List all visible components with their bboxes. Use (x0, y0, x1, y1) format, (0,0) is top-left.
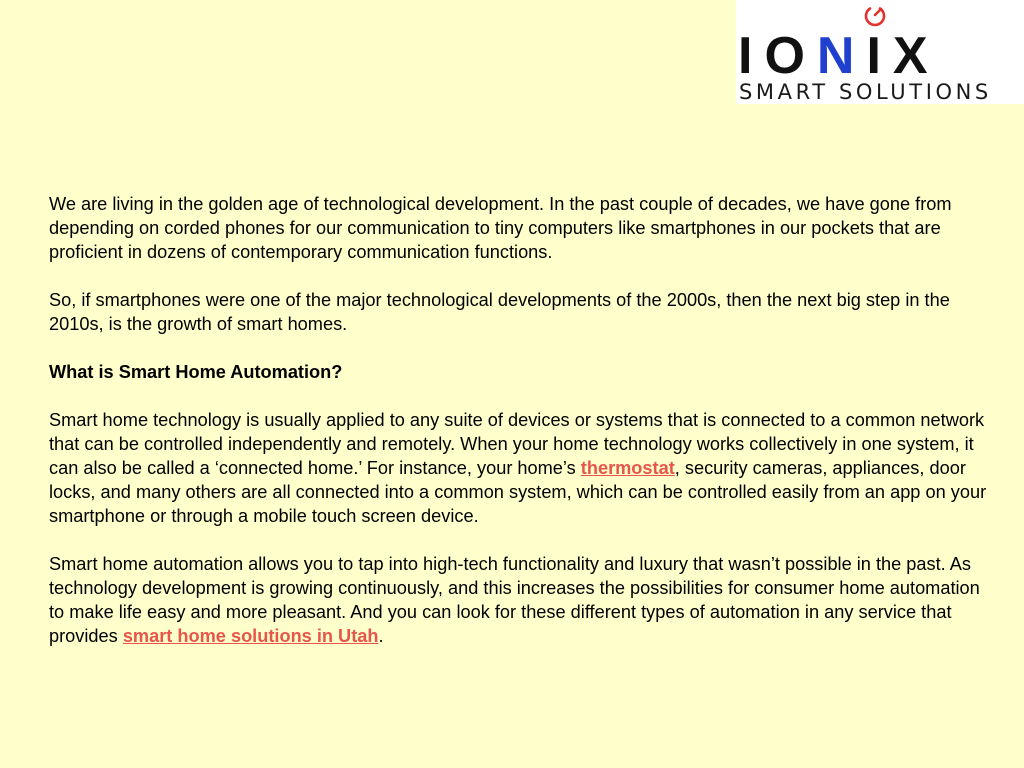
paragraph-definition-text-1: Smart home technology is usually applied to any suite of devices or systems that is connected to a common network that can be controlled independently and remotely. When your home technology works collectively in one system, it can also be called a ‘connected home.’ For instance, your home’s (49, 410, 985, 478)
logo-tagline: SMART SOLUTIONS (739, 80, 992, 104)
section-heading: What is Smart Home Automation? (49, 362, 343, 382)
paragraph-smartphones: So, if smartphones were one of the major technological developments of the 2000s, then the next big step in the 2010s, is the growth of smart homes. (49, 290, 950, 334)
logo-wordmark-part1: IO (738, 27, 817, 85)
logo-wordmark (738, 28, 940, 84)
paragraph-benefits-text-1: Smart home automation allows you to tap into high-tech functionality and luxury that wasn’t possible in the past. As technology development is growing continuously, and this increases the possibilities for consumer home automation to make life easy and more pleasant. And you can look for these different types of automation in any service that provides (49, 554, 980, 646)
article-body (49, 192, 989, 672)
paragraph-definition (49, 408, 989, 528)
logo-wordmark-part2: N (816, 27, 867, 85)
paragraph-definition-text-2: , security cameras, appliances, door locks, and many others are all connected into a common system, which can be controlled easily from an app on your smartphone or through a mobile touch screen device. (49, 458, 987, 526)
smart-home-utah-link[interactable]: smart home solutions in Utah (122, 626, 379, 646)
paragraph-benefits (49, 552, 989, 648)
thermostat-link[interactable]: thermostat (580, 458, 675, 478)
paragraph-benefits-text-2: . (378, 626, 384, 646)
power-icon (862, 2, 888, 28)
paragraph-intro: We are living in the golden age of technological development. In the past couple of decades, we have gone from depending on corded phones for our communication to tiny computers like smartphones in our pockets that are proficient in dozens of contemporary communication functions. (49, 194, 952, 262)
logo-wordmark-part3: IX (866, 27, 940, 85)
